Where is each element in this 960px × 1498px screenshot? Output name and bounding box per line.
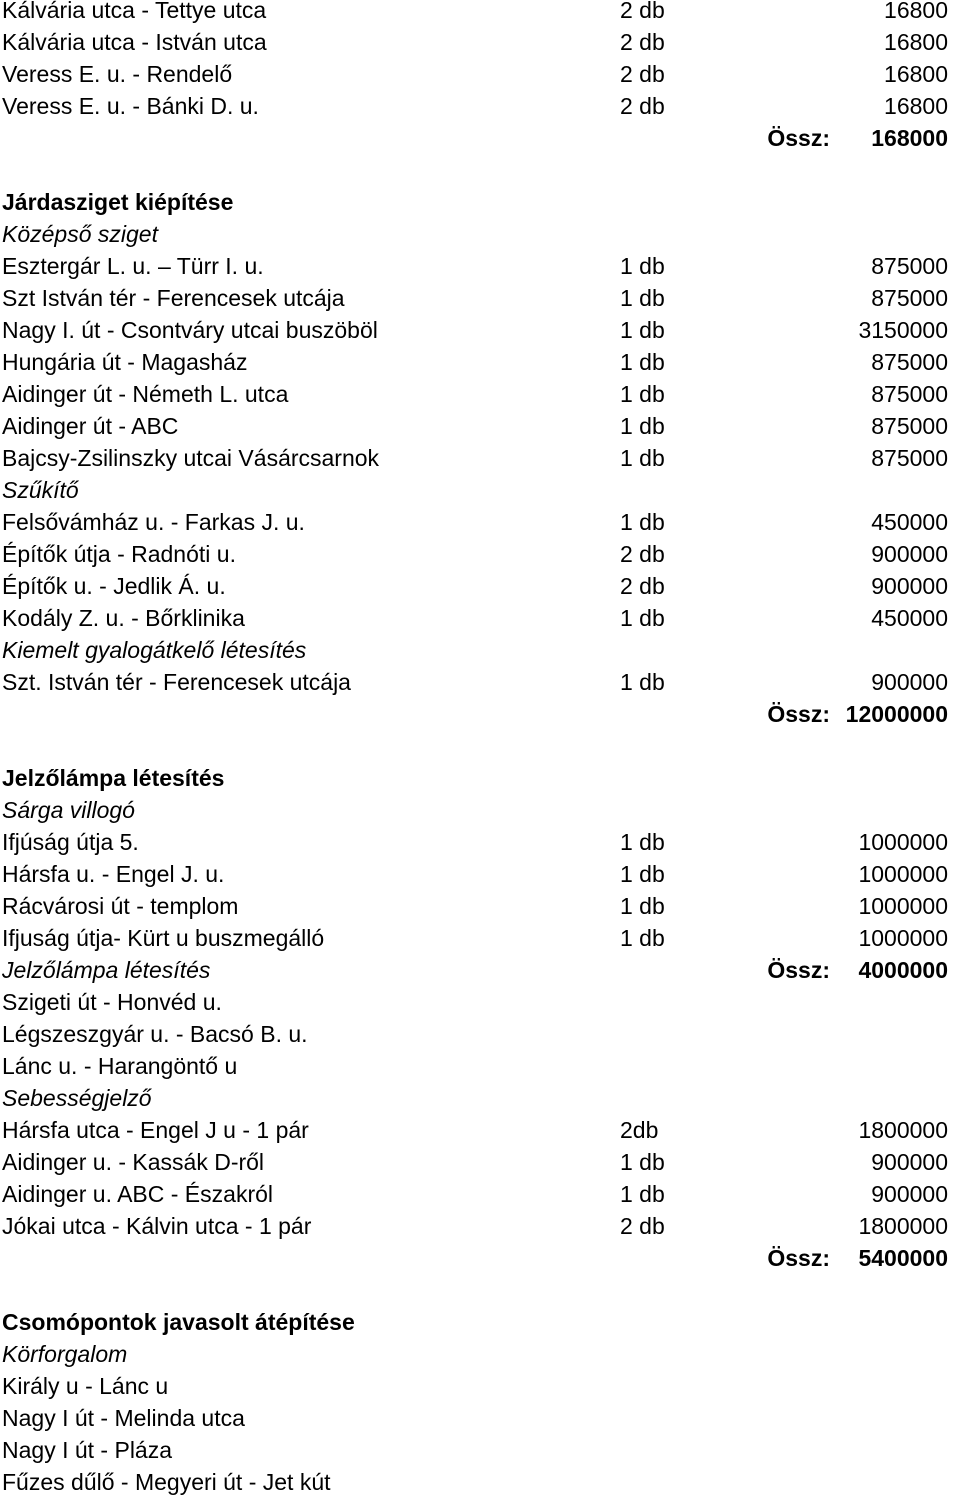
total-value: 12000000 <box>845 701 948 727</box>
location-name: Bajcsy-Zsilinszky utcai Vásárcsarnok <box>2 445 380 471</box>
quantity: 1 db <box>620 605 665 631</box>
table-row <box>0 1018 960 1050</box>
table-row <box>0 538 960 570</box>
subsection-title: Kiemelt gyalogátkelő létesítés <box>2 637 307 663</box>
cost-value: 450000 <box>871 509 948 535</box>
location-name: Szt István tér - Ferencesek utcája <box>2 285 345 311</box>
cost-value: 875000 <box>871 253 948 279</box>
table-row <box>0 314 960 346</box>
table-row <box>0 890 960 922</box>
total-label: Össz: <box>767 701 830 727</box>
quantity: 1 db <box>620 413 665 439</box>
location-name: Szt. István tér - Ferencesek utcája <box>2 669 351 695</box>
table-row <box>0 346 960 378</box>
quantity: 2 db <box>620 29 665 55</box>
location-name: Légszeszgyár u. - Bacsó B. u. <box>2 1021 308 1047</box>
subsection-title: Körforgalom <box>2 1341 128 1367</box>
section-title: Jelzőlámpa létesítés <box>2 765 225 791</box>
total-row <box>0 122 960 154</box>
total-row <box>0 698 960 730</box>
location-name: Lánc u. - Harangöntő u <box>2 1053 238 1079</box>
cost-value: 875000 <box>871 285 948 311</box>
location-name: Nagy I út - Melinda utca <box>2 1405 245 1431</box>
location-name: Kálvária utca - Tettye utca <box>2 0 267 23</box>
total-label: Össz: <box>767 957 830 983</box>
table-row <box>0 858 960 890</box>
cost-value: 16800 <box>884 61 948 87</box>
total-row <box>0 1242 960 1274</box>
table-row <box>0 1434 960 1466</box>
subsection-title: Szűkítő <box>2 477 79 503</box>
table-row <box>0 1466 960 1498</box>
location-name: Építők u. - Jedlik Á. u. <box>2 573 226 599</box>
quantity: 1 db <box>620 1181 665 1207</box>
quantity: 2 db <box>620 541 665 567</box>
total-label: Össz: <box>767 125 830 151</box>
subsection-title: Sárga villogó <box>2 797 135 823</box>
cost-value: 1800000 <box>858 1213 948 1239</box>
quantity: 2 db <box>620 93 665 119</box>
quantity: 1 db <box>620 829 665 855</box>
cost-value: 875000 <box>871 413 948 439</box>
location-name: Aidinger u. - Kassák D-ről <box>2 1149 265 1175</box>
location-name: Aidinger út - Németh L. utca <box>2 381 289 407</box>
location-name: Rácvárosi út - templom <box>2 893 239 919</box>
subsection-heading <box>0 634 960 666</box>
cost-value: 875000 <box>871 381 948 407</box>
quantity: 1 db <box>620 445 665 471</box>
quantity: 1 db <box>620 349 665 375</box>
subsection-title: Sebességjelző <box>2 1085 152 1111</box>
location-name: Király u - Lánc u <box>2 1373 169 1399</box>
table-row <box>0 922 960 954</box>
cost-value: 1800000 <box>858 1117 948 1143</box>
quantity: 1 db <box>620 925 665 951</box>
quantity: 1 db <box>620 1149 665 1175</box>
location-name: Veress E. u. - Bánki D. u. <box>2 93 259 119</box>
location-name: Ifjuság útja- Kürt u buszmegálló <box>2 925 325 951</box>
total-value: 4000000 <box>858 957 948 983</box>
cost-value: 900000 <box>871 669 948 695</box>
location-name: Veress E. u. - Rendelő <box>2 61 233 87</box>
subsection-heading <box>0 1338 960 1370</box>
section-title: Csomópontok javasolt átépítése <box>2 1309 355 1335</box>
location-name: Nagy I út - Pláza <box>2 1437 173 1463</box>
cost-value: 16800 <box>884 93 948 119</box>
location-name: Építők útja - Radnóti u. <box>2 541 236 567</box>
cost-value: 16800 <box>884 29 948 55</box>
table-row <box>0 602 960 634</box>
total-label: Össz: <box>767 1245 830 1271</box>
subsection-heading <box>0 474 960 506</box>
cost-value: 900000 <box>871 1149 948 1175</box>
quantity: 1 db <box>620 509 665 535</box>
subsection-title: Jelzőlámpa létesítés <box>2 957 211 983</box>
table-row <box>0 410 960 442</box>
quantity: 1 db <box>620 893 665 919</box>
section-heading <box>0 730 960 794</box>
table-row <box>0 986 960 1018</box>
quantity: 1 db <box>620 285 665 311</box>
cost-value: 875000 <box>871 349 948 375</box>
quantity: 1 db <box>620 669 665 695</box>
cost-value: 875000 <box>871 445 948 471</box>
location-name: Hársfa u. - Engel J. u. <box>2 861 225 887</box>
quantity: 2 db <box>620 573 665 599</box>
quantity: 2 db <box>620 1213 665 1239</box>
location-name: Felsővámház u. - Farkas J. u. <box>2 509 305 535</box>
table-row <box>0 666 960 698</box>
table-row <box>0 1050 960 1082</box>
table-row <box>0 506 960 538</box>
table-row <box>0 1210 960 1242</box>
table-row <box>0 378 960 410</box>
quantity: 2 db <box>620 61 665 87</box>
location-name: Kálvária utca - István utca <box>2 29 267 55</box>
quantity: 1 db <box>620 861 665 887</box>
cost-value: 450000 <box>871 605 948 631</box>
subsection-heading <box>0 794 960 826</box>
location-name: Ifjúság útja 5. <box>2 829 139 855</box>
quantity: 1 db <box>620 381 665 407</box>
cost-value: 900000 <box>871 1181 948 1207</box>
location-name: Esztergár L. u. – Türr I. u. <box>2 253 264 279</box>
cost-value: 1000000 <box>858 925 948 951</box>
table-row <box>0 826 960 858</box>
cost-value: 1000000 <box>858 829 948 855</box>
location-name: Hársfa utca - Engel J u - 1 pár <box>2 1117 309 1143</box>
cost-value: 900000 <box>871 541 948 567</box>
quantity: 1 db <box>620 253 665 279</box>
table-row <box>0 90 960 122</box>
location-name: Kodály Z. u. - Bőrklinika <box>2 605 245 631</box>
section-title: Járdasziget kiépítése <box>2 189 234 215</box>
table-row <box>0 1402 960 1434</box>
quantity: 2 db <box>620 0 665 23</box>
quantity: 2db <box>620 1117 659 1143</box>
table-row <box>0 58 960 90</box>
total-value: 5400000 <box>858 1245 948 1271</box>
table-row <box>0 1370 960 1402</box>
section-heading <box>0 1274 960 1338</box>
table-row <box>0 282 960 314</box>
table-row <box>0 250 960 282</box>
cost-value: 16800 <box>884 0 948 23</box>
table-row <box>0 26 960 58</box>
cost-value: 3150000 <box>858 317 948 343</box>
location-name: Nagy I. út - Csontváry utcai buszöböl <box>2 317 378 343</box>
table-row <box>0 0 960 26</box>
table-row <box>0 570 960 602</box>
cost-value: 900000 <box>871 573 948 599</box>
cost-value: 1000000 <box>858 861 948 887</box>
section-heading <box>0 154 960 218</box>
subsection-heading <box>0 218 960 250</box>
location-name: Jókai utca - Kálvin utca - 1 pár <box>2 1213 312 1239</box>
quantity: 1 db <box>620 317 665 343</box>
location-name: Aidinger u. ABC - Északról <box>2 1181 274 1207</box>
location-name: Hungária út - Magasház <box>2 349 248 375</box>
subsection-title: Középső sziget <box>2 221 158 247</box>
subsection-heading <box>0 1082 960 1114</box>
total-row <box>0 954 960 986</box>
total-value: 168000 <box>871 125 948 151</box>
table-row <box>0 1114 960 1146</box>
location-name: Fűzes dűlő - Megyeri út - Jet kút <box>2 1469 331 1495</box>
cost-value: 1000000 <box>858 893 948 919</box>
table-row <box>0 442 960 474</box>
table-row <box>0 1146 960 1178</box>
location-name: Aidinger út - ABC <box>2 413 179 439</box>
table-row <box>0 1178 960 1210</box>
location-name: Szigeti út - Honvéd u. <box>2 989 222 1015</box>
